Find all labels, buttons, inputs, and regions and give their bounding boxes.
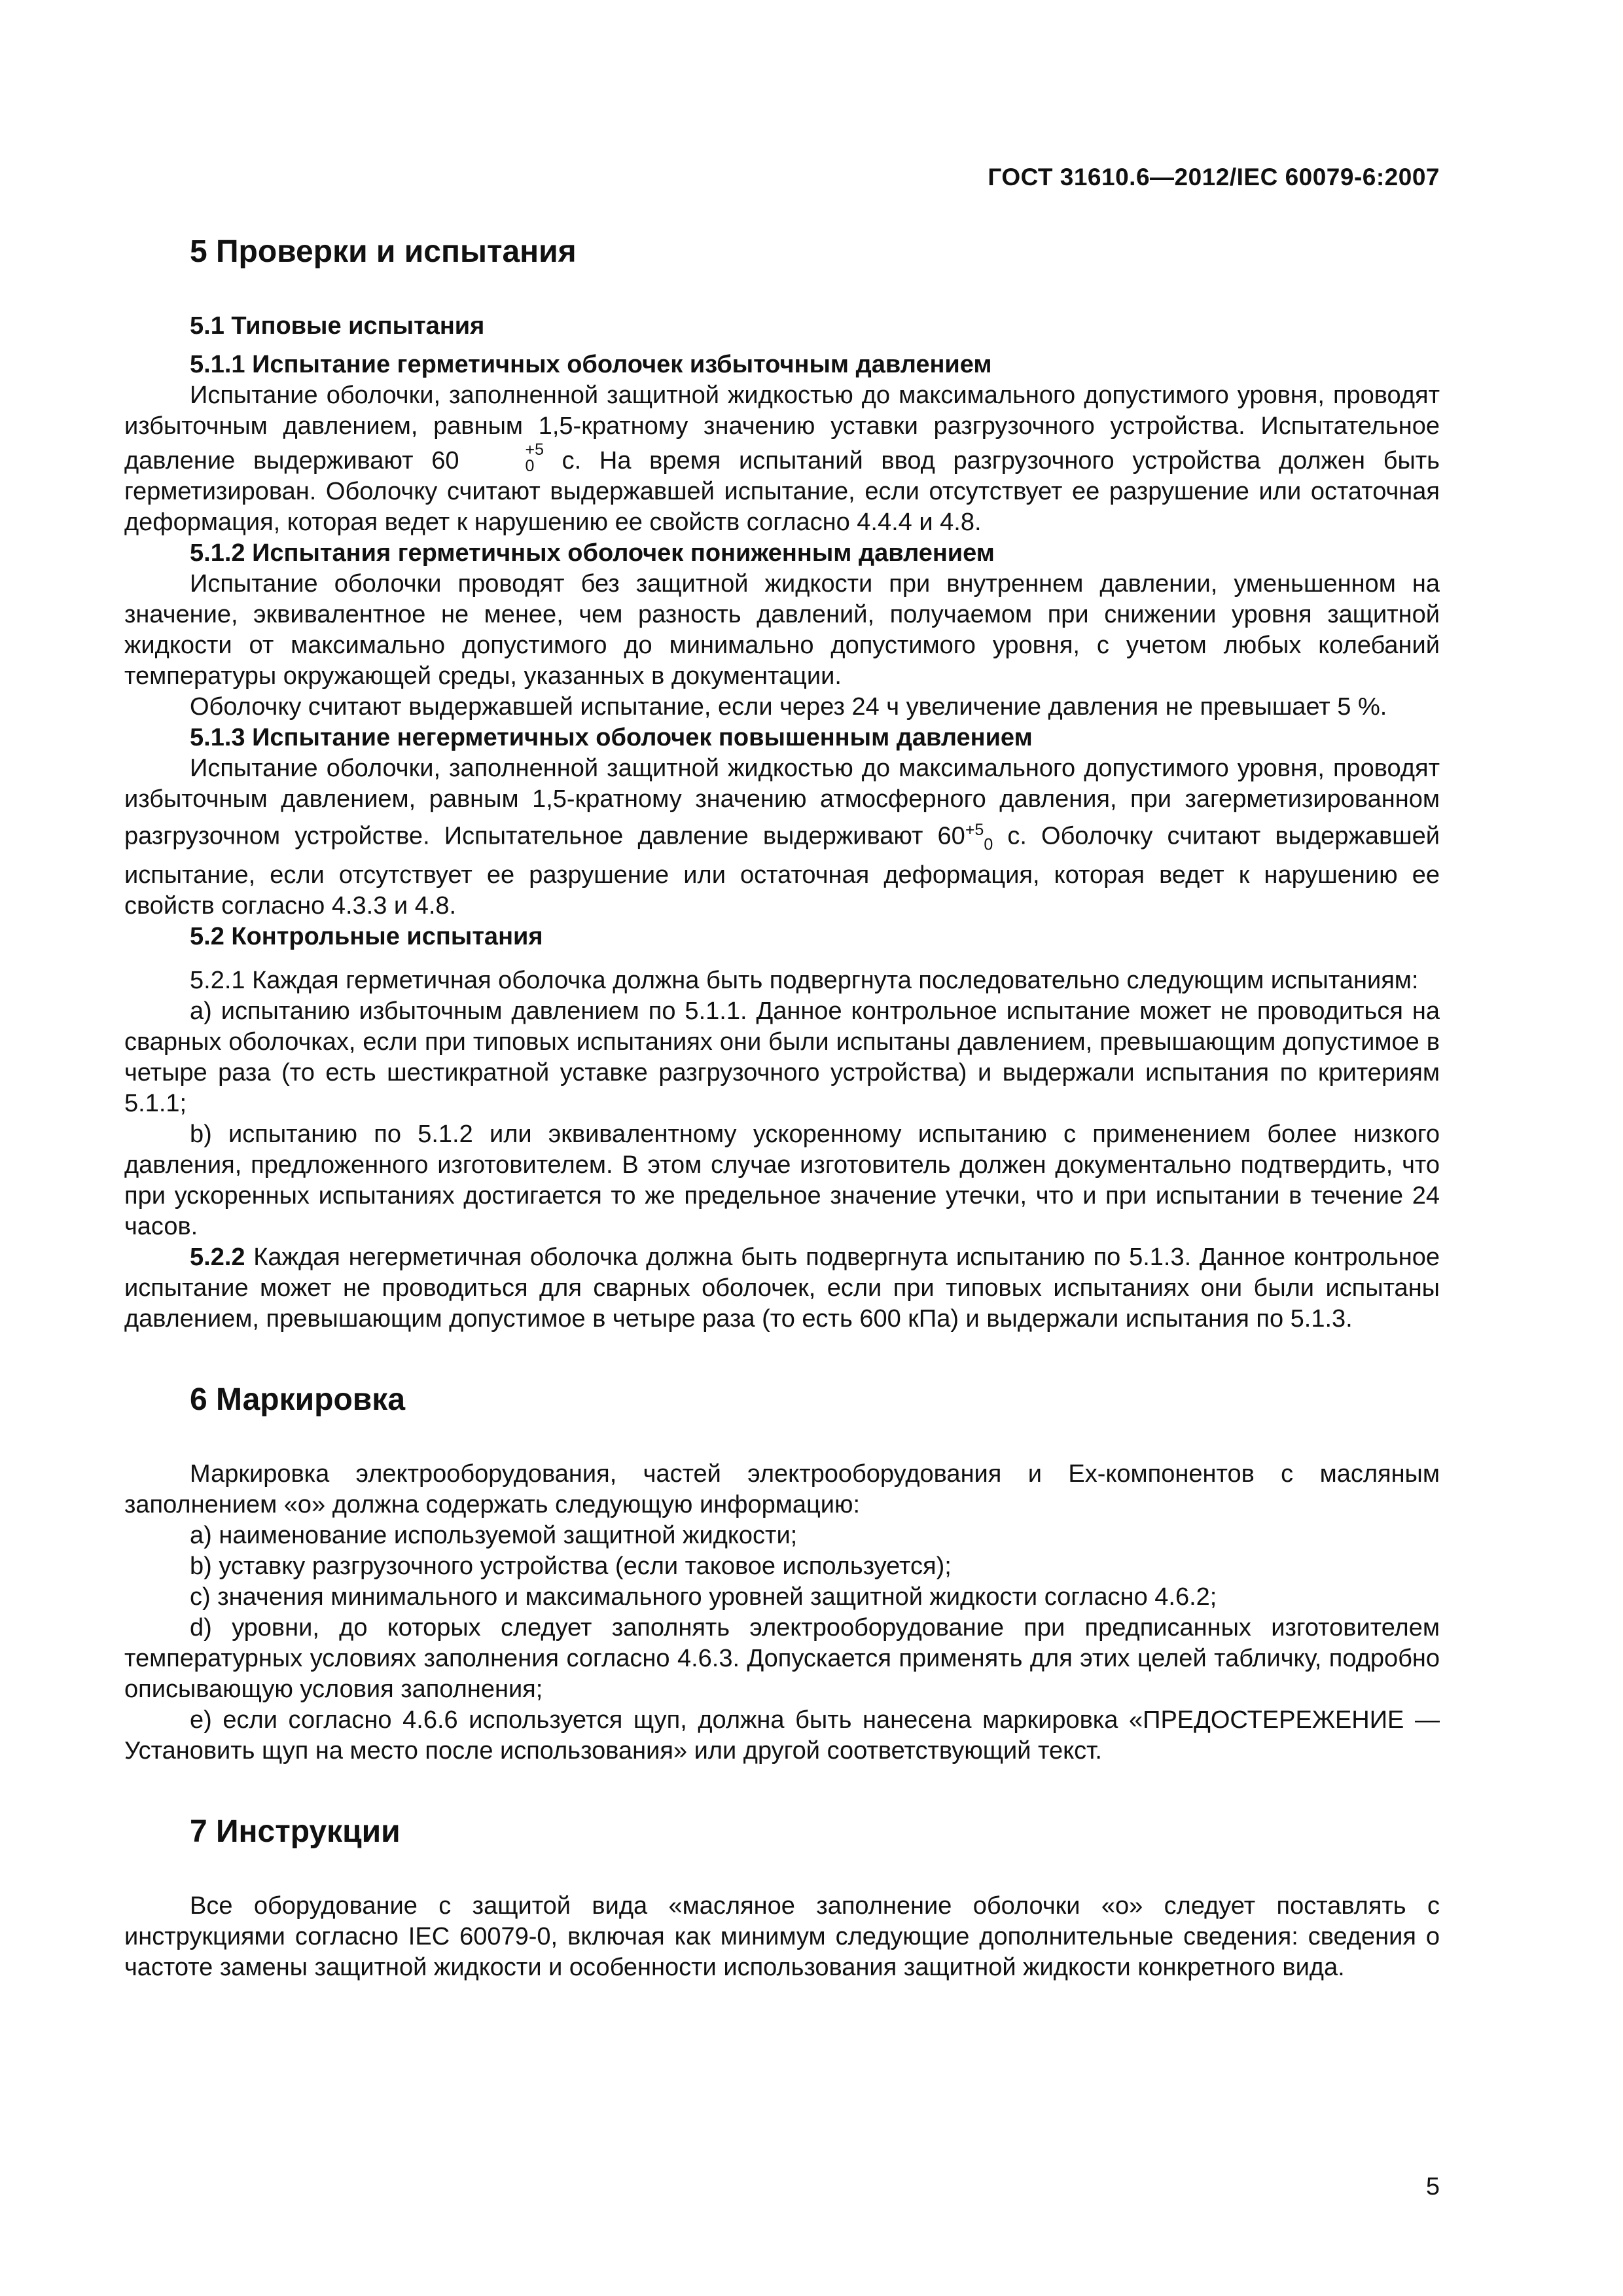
section-6-item-e: е) если согласно 4.6.6 используется щуп, должна быть нанесена маркировка «ПРЕДОСТЕРЕЖЕНИЕ — Установить щуп на место после использования» или другой соответствующий текст.: [124, 1706, 1440, 1765]
section-5-1-heading: 5.1 Типовые испытания: [190, 312, 485, 340]
section-5-1-2-paragraph-1: Испытание оболочки проводят без защитной жидкости при внутреннем давлении, уменьшенном на значение, эквивалентное не менее, чем разность давлений, получаемом при снижении уровня защитной жидкости от максимально допустимого до минимально допустимого уровня, с учетом любых колебаний температуры окружающей среды, указанных в документации.: [124, 570, 1440, 690]
section-5-1-1-heading: 5.1.1 Испытание герметичных оболочек избыточным давлением: [190, 351, 992, 378]
section-5-2-heading: 5.2 Контрольные испытания: [190, 923, 543, 951]
section-6-intro: Маркировка электрооборудования, частей электрооборудования и Ex-компонентов с масляным заполнением «о» должна содержать следующую информацию:: [124, 1460, 1440, 1519]
section-5-1-2-heading: 5.1.2 Испытания герметичных оболочек пониженным давлением: [190, 539, 995, 567]
section-5-1-2-paragraph-2: Оболочку считают выдержавшей испытание, если через 24 ч увеличение давления не превышает 5 %.: [190, 693, 1387, 721]
section-6-item-c: с) значения минимального и максимального уровней защитной жидкости согласно 4.6.2;: [190, 1583, 1217, 1611]
section-7-paragraph: Все оборудование с защитой вида «масляное заполнение оболочки «о» следует поставлять с инструкциями согласно IEC 60079-0, включая как минимум следующие дополнительные сведения: сведения о частоте замены защитной жидкости и особенности использования защитной жидкости конкретного вида.: [124, 1892, 1440, 1982]
section-5-heading: 5 Проверки и испытания: [190, 234, 577, 269]
section-5-1-1-paragraph: Испытание оболочки, заполненной защитной жидкостью до максимального допустимого уровня, проводят избыточным давлением, равным 1,5-кратному значению уставки разгрузочного устройства. Испытательное давление выдерживают 60 +5 0 с. На время испытаний ввод разгрузочного устройства должен быть герметизирован. Оболочку считают выдержавшей испытание, если отсутствует ее разрушение или остаточная деформация, которая ведет к нарушению ее свойств согласно 4.4.4 и 4.8.: [124, 382, 1440, 536]
section-5-1-3-heading: 5.1.3 Испытание негерметичных оболочек повышенным давлением: [190, 724, 1033, 751]
section-6-item-b: b) уставку разгрузочного устройства (если таковое используется);: [190, 1552, 952, 1581]
section-7-heading: 7 Инструкции: [190, 1814, 401, 1850]
section-6-heading: 6 Маркировка: [190, 1382, 406, 1418]
section-5-1-3-paragraph: Испытание оболочки, заполненной защитной жидкостью до максимального допустимого уровня, проводят избыточным давлением, равным 1,5-кратному значению атмосферного давления, при загерметизированном разгрузочном устройстве. Испытательное давление выдерживают $60^{+5}_0$ с. Оболочку считают выдержавшей испытание, если отсутствует ее разрушение или остаточная деформация, которая ведет к нарушению ее свойств согласно 4.3.3 и 4.8.: [124, 755, 1440, 920]
section-6-item-d: d) уровни, до которых следует заполнять электрооборудование при предписанных изготовителем температурных условиях заполнения согласно 4.6.3. Допускается применять для этих целей табличку, подробно описывающую условия заполнения;: [124, 1614, 1440, 1704]
page-number: 5: [1425, 2173, 1440, 2200]
running-header: ГОСТ 31610.6—2012/IEC 60079-6:2007: [988, 164, 1440, 190]
section-5-2-2-paragraph: 5.2.2 Каждая негерметичная оболочка должна быть подвергнута испытанию по 5.1.3. Данное контрольное испытание может не проводиться для сварных оболочек, если при типовых испытаниях они были испытаны давлением, превышающим допустимое в четыре раза (то есть 600 кПа) и выдержали испытания по 5.1.3.: [124, 1244, 1440, 1333]
document-body: [124, 232, 1440, 1983]
section-6-item-a: а) наименование используемой защитной жидкости;: [190, 1522, 798, 1550]
section-5-2-1-paragraph: 5.2.1 Каждая герметичная оболочка должна быть подвергнута последовательно следующим испытаниям:: [190, 967, 1419, 995]
section-5-2-1-item-b: b) испытанию по 5.1.2 или эквивалентному ускоренному испытанию с применением более низкого давления, предложенного изготовителем. В этом случае изготовитель должен документально подтвердить, что при ускоренных испытаниях достигается то же предельное значение утечки, что и при испытании в течение 24 часов.: [124, 1121, 1440, 1241]
section-5-2-1-item-a: а) испытанию избыточным давлением по 5.1.1. Данное контрольное испытание может не проводиться на сварных оболочках, если при типовых испытаниях они были испытаны давлением, превышающим допустимое в четыре раза (то есть шестикратной уставке разгрузочного устройства) и выдержали испытания по критериям 5.1.1;: [124, 997, 1440, 1118]
